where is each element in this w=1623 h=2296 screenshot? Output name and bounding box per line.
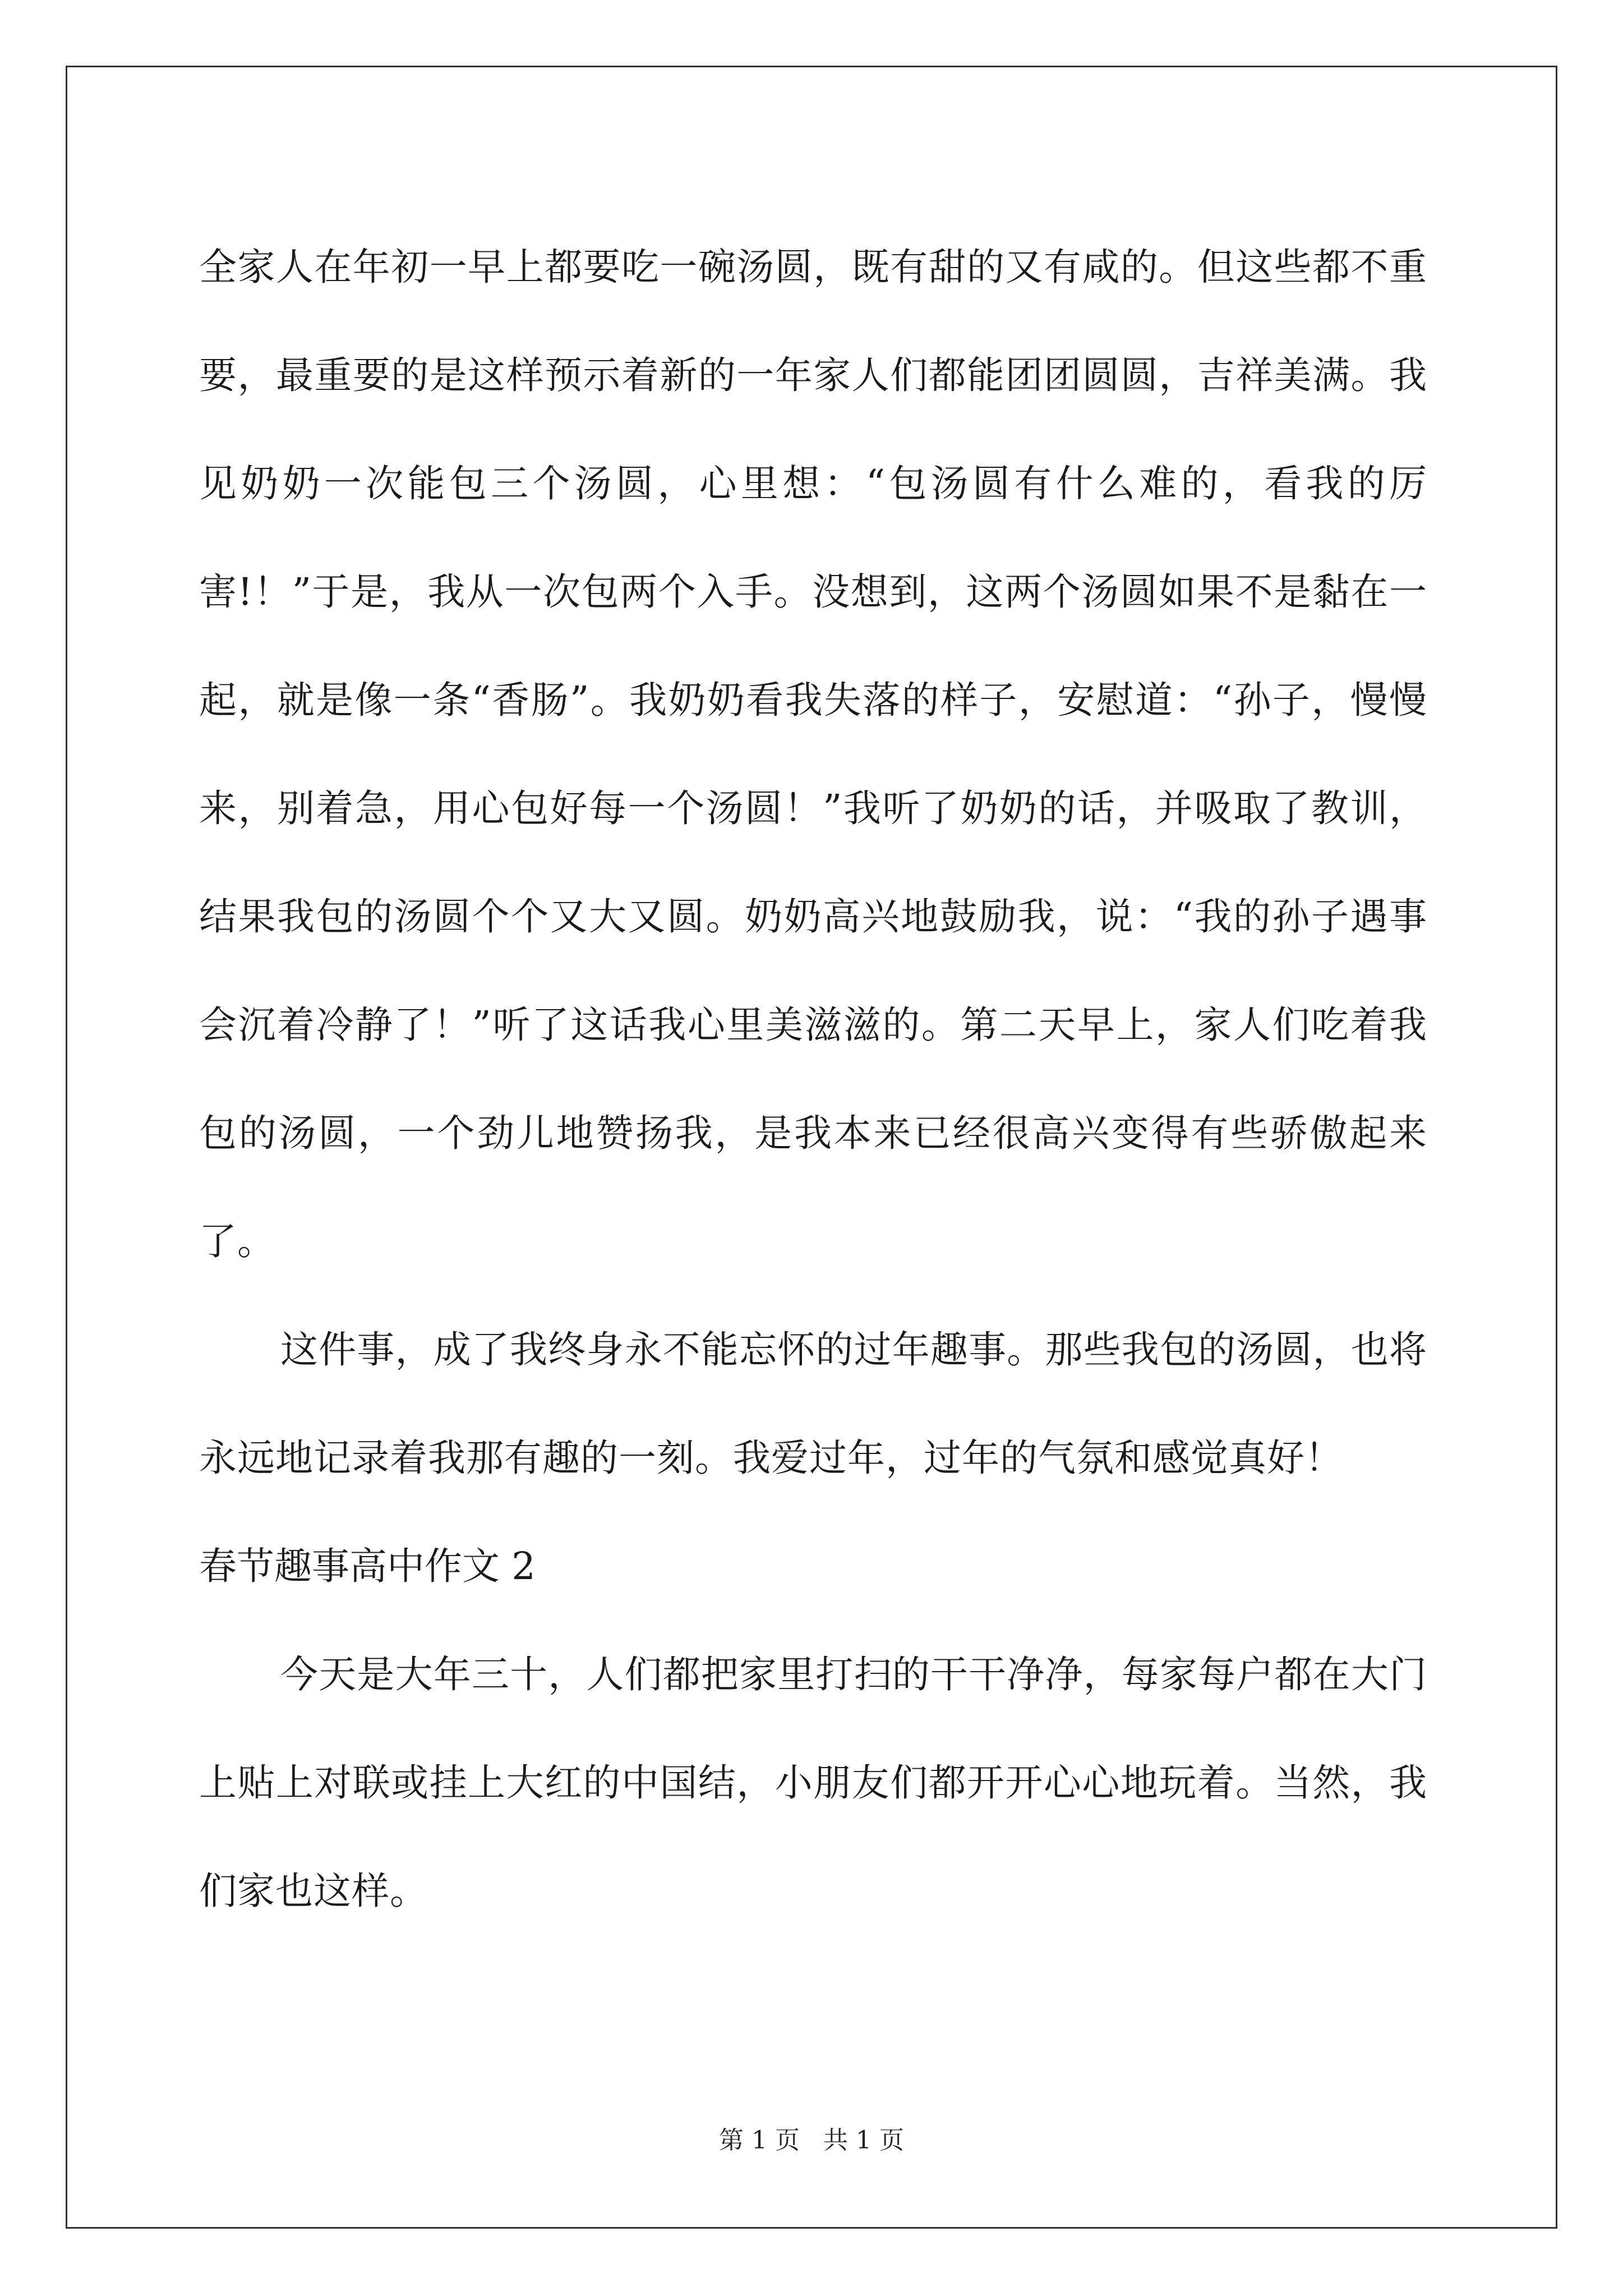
page-number: 第 1 页 [719,2126,800,2155]
document-body [199,213,1427,1945]
paragraph-3: 今天是大年三十，人们都把家里打扫的干干净净，每家每户都在大门上贴上对联或挂上大红的中国结，小朋友们都开开心心地玩着。当然，我们家也这样。 [199,1653,1427,1913]
page-footer [0,2124,1623,2157]
section-heading: 春节趣事高中作文 2 [199,1544,536,1588]
paragraph-1: 全家人在年初一早上都要吃一碗汤圆，既有甜的又有咸的。但这些都不重要，最重要的是这样预示着新的一年家人们都能团团圆圆，吉祥美满。我见奶奶一次能包三个汤圆，心里想：“包汤圆有什么难的，看我的厉害!！”于是，我从一次包两个入手。没想到，这两个汤圆如果不是黏在一起，就是像一条“香肠”。我奶奶看我失落的样子，安慰道：“孙子，慢慢来，别着急，用心包好每一个汤圆！”我听了奶奶的话，并吸取了教训，结果我包的汤圆个个又大又圆。奶奶高兴地鼓励我，说：“我的孙子遇事会沉着冷静了！”听了这话我心里美滋滋的。第二天早上，家人们吃着我包的汤圆，一个劲儿地赞扬我，是我本来已经很高兴变得有些骄傲起来了。 [199,245,1427,1263]
page-total: 共 1 页 [823,2126,904,2155]
paragraph-2: 这件事，成了我终身永不能忘怀的过年趣事。那些我包的汤圆，也将永远地记录着我那有趣的一刻。我爱过年，过年的气氛和感觉真好！ [199,1328,1427,1480]
